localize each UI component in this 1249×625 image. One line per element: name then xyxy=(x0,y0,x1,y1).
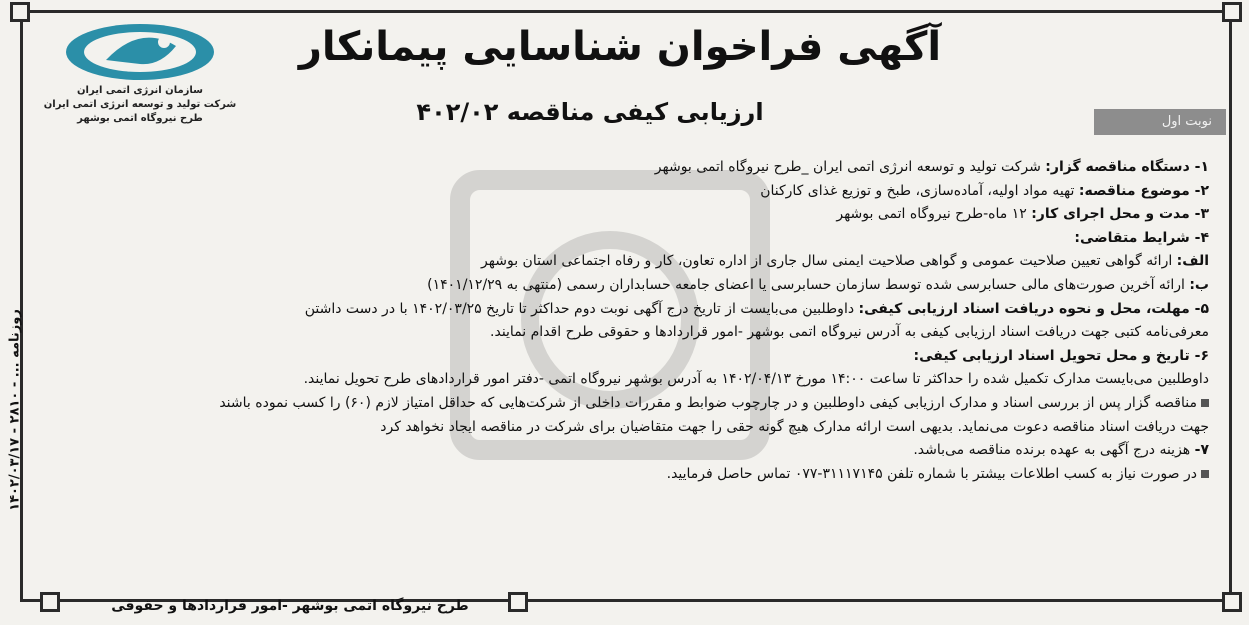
frame-corner xyxy=(10,2,30,22)
side-label xyxy=(2,255,28,565)
text-line xyxy=(34,392,1209,416)
line-text: معرفی‌نامه کتبی جهت دریافت اسناد ارزیابی کیفی به آدرس نیروگاه اتمی بوشهر -امور قراردادها و حقوقی طرح اقدام نمایند. xyxy=(490,324,1209,341)
page-subtitle: ارزیابی کیفی مناقصه ۴۰۲/۰۲ xyxy=(416,98,764,126)
bullet-icon xyxy=(1201,470,1209,478)
line-text: هزینه درج آگهی به عهده برنده مناقصه می‌باشد. xyxy=(913,442,1195,459)
line-text: شرکت تولید و توسعه انرژی اتمی ایران _طرح نیروگاه اتمی بوشهر xyxy=(654,159,1046,175)
line-label: ۴- شرایط متقاضی: xyxy=(1074,229,1209,246)
text-line xyxy=(34,156,1209,180)
line-label: ۷- xyxy=(1194,442,1209,459)
text-line xyxy=(34,274,1209,298)
logo-line-3: طرح نیروگاه اتمی بوشهر xyxy=(77,113,203,124)
text-line xyxy=(34,203,1209,227)
line-label: ۲- موضوع مناقصه: xyxy=(1078,182,1209,199)
line-text: ارائه آخرین صورت‌های مالی حسابرسی شده توسط سازمان حسابرسی یا اعضای جامعه حسابداران رسمی (منتهی به ۱۴۰۱/۱۲/۲۹) xyxy=(427,276,1190,293)
organization-logo xyxy=(40,20,240,126)
text-line xyxy=(34,439,1209,463)
line-text: جهت دریافت اسناد مناقصه دعوت می‌نماید. بدیهی است ارائه مدارک هیچ گونه حقی را جهت متقاضیان برای شرکت در مناقصه ایجاد نخواهد کرد xyxy=(380,418,1209,435)
text-line xyxy=(34,368,1209,392)
logo-line-1: سازمان انرژی اتمی ایران xyxy=(77,85,203,96)
line-label: الف: xyxy=(1176,253,1209,270)
page-title: آگهی فراخوان شناسایی پیمانکار xyxy=(298,24,942,70)
announcement-body xyxy=(34,156,1209,486)
text-line xyxy=(34,416,1209,440)
text-line xyxy=(34,298,1209,322)
footer-issuer: طرح نیروگاه اتمی بوشهر -امور قراردادها و حقوقی xyxy=(111,598,469,614)
line-label: ب: xyxy=(1189,276,1209,293)
line-text: ارائه گواهی تعیین صلاحیت عمومی و گواهی صلاحیت ایمنی سال جاری از اداره تعاون، کار و رفاه اجتماعی استان بوشهر xyxy=(481,253,1177,270)
line-label: ۱- دستگاه مناقصه گزار: xyxy=(1045,159,1209,175)
line-text: در صورت نیاز به کسب اطلاعات بیشتر با شماره تلفن ۳۱۱۱۷۱۴۵-۰۷۷ تماس حاصل فرمایید. xyxy=(666,465,1197,482)
line-text: داوطلبین می‌بایست مدارک تکمیل شده را حداکثر تا ساعت ۱۴:۰۰ مورخ ۱۴۰۲/۰۴/۱۳ به آدرس بوشهر نیروگاه اتمی -دفتر امور قراردادهای طرح تحویل نمایند. xyxy=(303,371,1209,388)
text-line xyxy=(34,227,1209,251)
bullet-icon xyxy=(1201,399,1209,407)
frame-corner xyxy=(40,592,60,612)
side-label-text: روزنامه ... - ۲۸۱۰ - ۱۴۰۲/۰۳/۱۷ xyxy=(7,309,23,511)
aeoi-logo-icon xyxy=(60,20,220,84)
text-line xyxy=(34,345,1209,369)
line-text: داوطلبین می‌بایست از تاریخ درج آگهی نوبت دوم حداکثر تا تاریخ ۱۴۰۲/۰۳/۲۵ با در دست داشتن xyxy=(304,300,859,317)
line-text: تهیه مواد اولیه، آماده‌سازی، طبخ و توزیع غذای کارکنان xyxy=(760,182,1079,199)
line-label: ۵- مهلت، محل و نحوه دریافت اسناد ارزیابی کیفی: xyxy=(858,300,1209,317)
text-line xyxy=(34,180,1209,204)
text-line xyxy=(34,250,1209,274)
frame-corner xyxy=(1222,2,1242,22)
frame-corner xyxy=(1222,592,1242,612)
text-line xyxy=(34,463,1209,487)
line-text: ۱۲ ماه-طرح نیروگاه اتمی بوشهر xyxy=(836,206,1032,223)
text-line xyxy=(34,321,1209,345)
status-badge: نوبت اول xyxy=(1094,109,1226,135)
line-label: ۳- مدت و محل اجرای کار: xyxy=(1031,206,1209,223)
frame-corner xyxy=(508,592,528,612)
line-label: ۶- تاریخ و محل تحویل اسناد ارزیابی کیفی: xyxy=(913,347,1209,364)
line-text: مناقصه گزار پس از بررسی اسناد و مدارک ارزیابی کیفی داوطلبین و در چارچوب ضوابط و مقررات داخلی از شرکت‌هایی که حداقل امتیاز لازم (۶۰) را کسب نموده باشند xyxy=(219,394,1197,411)
logo-line-2: شرکت تولید و توسعه انرژی اتمی ایران xyxy=(43,99,237,110)
